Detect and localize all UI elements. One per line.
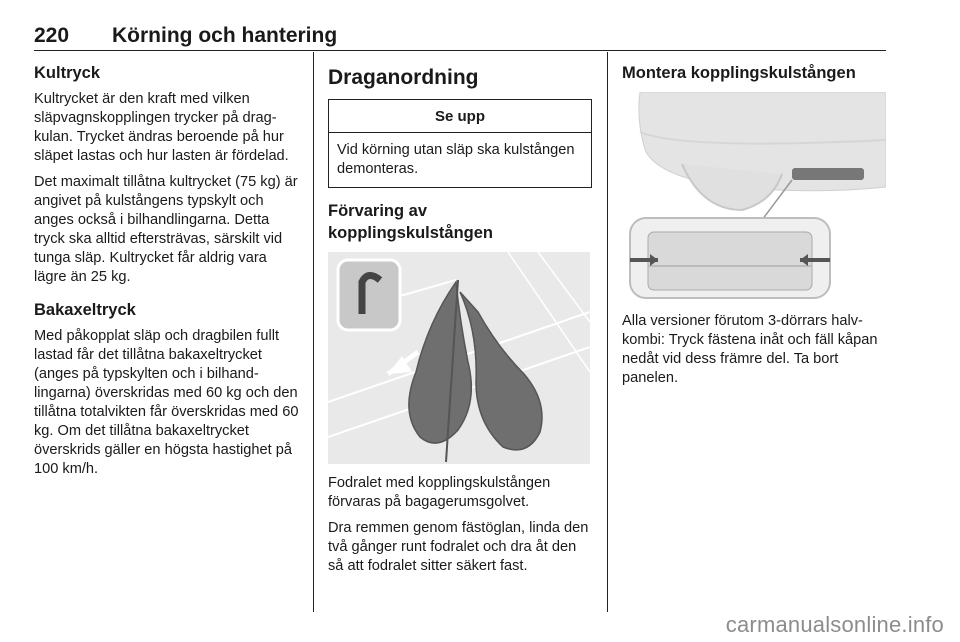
right-column [622,62,888,395]
caution-box [328,99,592,188]
watermark: carmanualsonline.info [725,612,944,637]
bakaxeltryck-paragraph: Med påkopplat släp och dragbilen fullt lastad får det tillåtna bakaxeltrycket (anges på typskylten och i bilhandlingarna) överskridas med 60 kg och den tillåtna totalvikten får överskridas med 60 kg. Om det tillåtna bakaxeltrycket överskrids gäller en högsta hastighet på 100 km/h. [34,328,299,477]
caution-title: Se upp [329,100,591,133]
section-heading-bakaxeltryck: Bakaxeltryck [34,301,136,319]
subheading-storage: Förvaring av kopplingskulstången [328,202,494,242]
mounting-paragraph-1: Alla versioner förutom 3-dörrars halvkombi: Tryck fästena inåt och fäll kåpan nedåt vid dess främre del. Ta bort panelen. [622,313,878,386]
page-header [34,24,886,50]
column-divider-right [607,52,608,612]
tow-bar-bag-illustration [328,252,590,464]
main-heading-draganordning: Draganordning [328,66,479,89]
column-divider-left [313,52,314,612]
kultryck-paragraph-2: Det maximalt tillåtna kultrycket (75 kg) är angivet på kulstångens typskylt och anges också i bilhandlingarna. Detta tryck ska alltid eftersträvas, särskilt vid tunga släp. Kultrycket får aldrig vara lägre än 25 kg. [34,174,298,285]
chapter-title: Körning och hantering [112,24,338,47]
subheading-mounting: Montera kopplingskulstången [622,64,856,82]
header-divider [34,50,886,51]
kultryck-paragraph-1: Kultrycket är den kraft med vilken släpvagnskopplingen trycker på dragkulan. Trycket ändras beroende på hur släpet lastas och hur lasten är fördelad. [34,91,289,164]
storage-paragraph-2: Dra remmen genom fästöglan, linda den två gånger runt fodralet och dra åt den så att fodralet sitter säkert fast. [328,520,589,574]
bumper-panel-illustration [622,92,886,302]
page-number: 220 [34,24,70,47]
storage-paragraph-1: Fodralet med kopplingskulstången förvaras på bagagerumsgolvet. [328,475,551,510]
caution-text: Vid körning utan släp ska kulstången demonteras. [337,142,575,177]
section-heading-kultryck: Kultryck [34,64,101,82]
left-column [34,62,302,486]
middle-column [328,62,592,583]
